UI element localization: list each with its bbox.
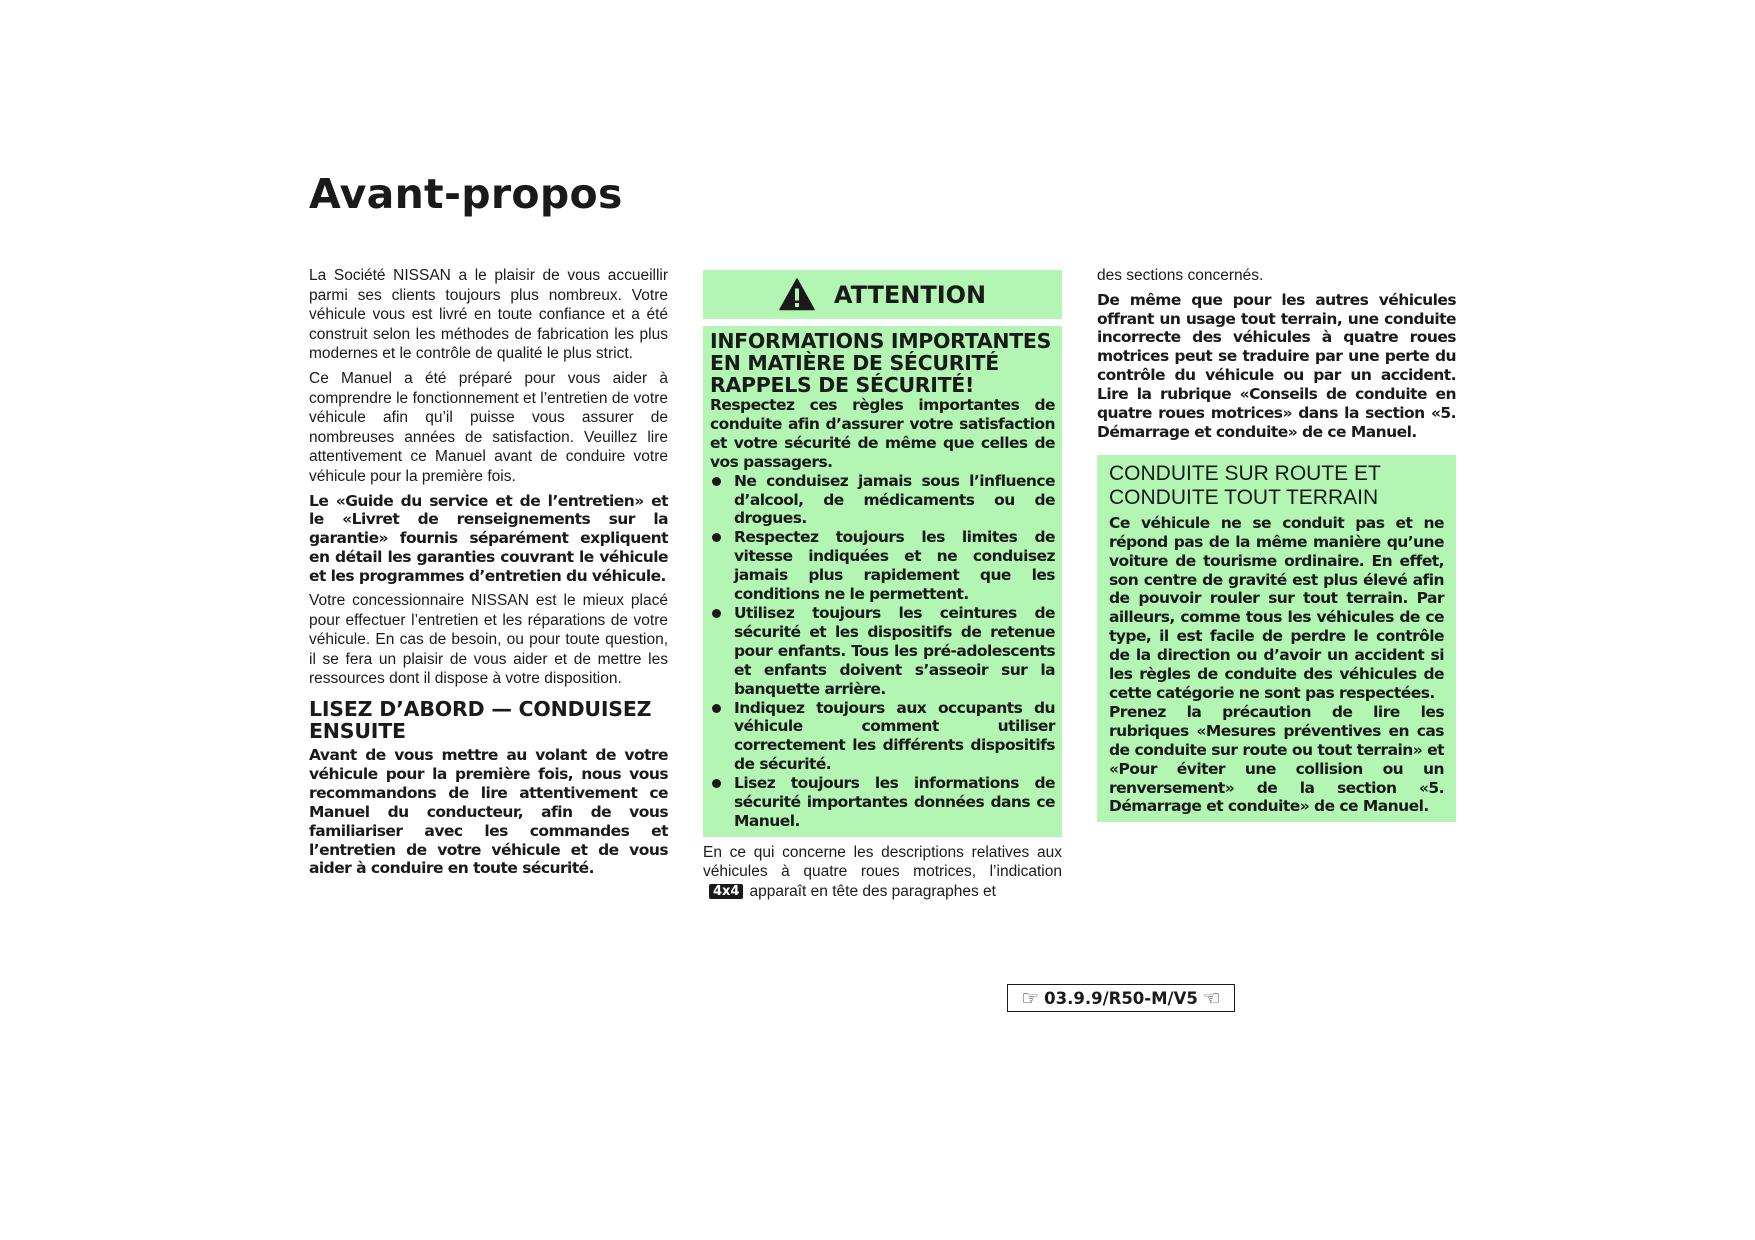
dealer-paragraph: Votre concessionnaire NISSAN est le mieux placé pour effectuer l’entretien et les réparations de votre véhicule. En cas de besoin, ou pour toute question, il se fera un plaisir de vous aider et de mettre les ressources dont il dispose à votre disposition. <box>309 592 668 688</box>
bullet-icon <box>712 609 721 618</box>
four-wheel-drive-warning-paragraph: De même que pour les autres véhicules offrant un usage tout terrain, une conduite incorrecte des véhicules à quatre roues motrices peut se traduire par une perte du contrôle du véhicule ou par un accident. Lire la rubrique «Conseils de conduite en quatre roues motrices» dans la section «5. Démarrage et conduite» de ce Manuel. <box>1097 290 1456 441</box>
attention-title: ATTENTION <box>833 280 987 309</box>
column-right <box>1097 266 1456 822</box>
column-middle <box>703 270 1062 902</box>
bullet-icon <box>712 477 721 486</box>
page-title: Avant-propos <box>309 170 623 218</box>
warranty-guide-paragraph: Le «Guide du service et de l’entretien» et le «Livret de renseignements sur la garantie» fournis séparément expliquent en détail les garanties couvrant le véhicule et les programmes d’entretien du véhicule. <box>309 491 668 586</box>
bullet-icon <box>712 704 721 713</box>
list-item: Indiquez toujours aux occupants du véhicule comment utiliser correctement les différents dispositifs de sécurité. <box>710 699 1055 775</box>
box-heading: CONDUITE SUR ROUTE ET CONDUITE TOUT TERRAIN <box>1109 461 1381 510</box>
box-paragraph-vehicle: Ce véhicule ne se conduit pas et ne répond pas de la même manière qu’une voiture de tourisme ordinaire. En effet, son centre de gravité est plus élevé afin de pouvoir rouler sur tout terrain. Par ailleurs, comme tous les véhicules de ce type, il est facile de perdre le contrôle de la direction ou d’avoir un accident si les règles de conduite des véhicules de cette catégorie ne sont pas respectées. <box>1109 513 1444 702</box>
four-by-four-paragraph: En ce qui concerne les descriptions relatives aux véhicules à quatre roues motrices, l’indication4x4 apparaît en tête des paragraphes et <box>703 843 1062 901</box>
read-first-paragraph: Avant de vous mettre au volant de votre véhicule pour la première fois, nous vous recommandons de lire attentivement ce Manuel du conducteur, afin de vous familiariser avec les commandes et l’entretien de votre véhicule et de vous aider à conduire en toute sécurité. <box>309 746 668 878</box>
list-item: Respectez toujours les limites de vitesse indiquées et ne conduisez jamais plus rapidement que les conditions ne le permettent. <box>710 528 1055 604</box>
section-heading-read-first: LISEZ D’ABORD — CONDUISEZ ENSUITE <box>309 697 652 744</box>
hand-pointing-right-icon: ☞ <box>1021 986 1040 1010</box>
manual-purpose-paragraph: Ce Manuel a été préparé pour vous aider à comprendre le fonctionnement et l’entretien de votre véhicule afin qu’il puisse vous assurer de nombreuses années de satisfaction. Veuillez lire attentivement ce Manuel avant de conduire votre véhicule pour la première fois. <box>309 369 668 485</box>
column-left <box>309 266 668 878</box>
attention-heading: INFORMATIONS IMPORTANTES EN MATIÈRE DE SÉCURITÉ RAPPELS DE SÉCURITÉ! <box>710 329 1052 397</box>
list-item: Lisez toujours les informations de sécurité importantes données dans ce Manuel. <box>710 774 1055 831</box>
box-paragraph-precaution: Prenez la précaution de lire les rubriques «Mesures préventives en cas de conduite sur route ou tout terrain» et «Pour éviter une collision ou un renversement» de la section «5. Démarrage et conduite» de ce Manuel. <box>1109 702 1444 816</box>
hand-pointing-left-icon: ☜ <box>1202 986 1221 1010</box>
list-item: Utilisez toujours les ceintures de sécurité et les dispositifs de retenue pour enfants. Tous les pré-adolescents et enfants doivent s’asseoir sur la banquette arrière. <box>710 604 1055 699</box>
attention-intro: Respectez ces règles importantes de conduite afin d’assurer votre satisfaction et votre sécurité de même que celles de vos passagers. <box>710 396 1055 471</box>
bullet-icon <box>712 779 721 788</box>
document-reference <box>1007 984 1235 1012</box>
sections-continuation: des sections concernés. <box>1097 267 1264 284</box>
list-item: Ne conduisez jamais sous l’influence d’alcool, de médicaments ou de drogues. <box>710 472 1055 529</box>
reference-code: 03.9.9/R50-M/V5 <box>1044 988 1198 1008</box>
intro-paragraph: La Société NISSAN a le plaisir de vous accueillir parmi ses clients toujours plus nombreux. Votre véhicule vous est livré en toute confiance et a été construit selon les méthodes de fabrication les plus modernes et le contrôle de qualité le plus strict. <box>309 267 668 363</box>
four-by-four-badge: 4x4 <box>709 884 743 899</box>
warning-triangle-icon <box>779 278 815 311</box>
on-off-road-box <box>1097 455 1456 823</box>
attention-box <box>703 326 1062 837</box>
bullet-icon <box>712 533 721 542</box>
safety-rules-list <box>710 472 1055 831</box>
attention-header <box>703 270 1062 319</box>
